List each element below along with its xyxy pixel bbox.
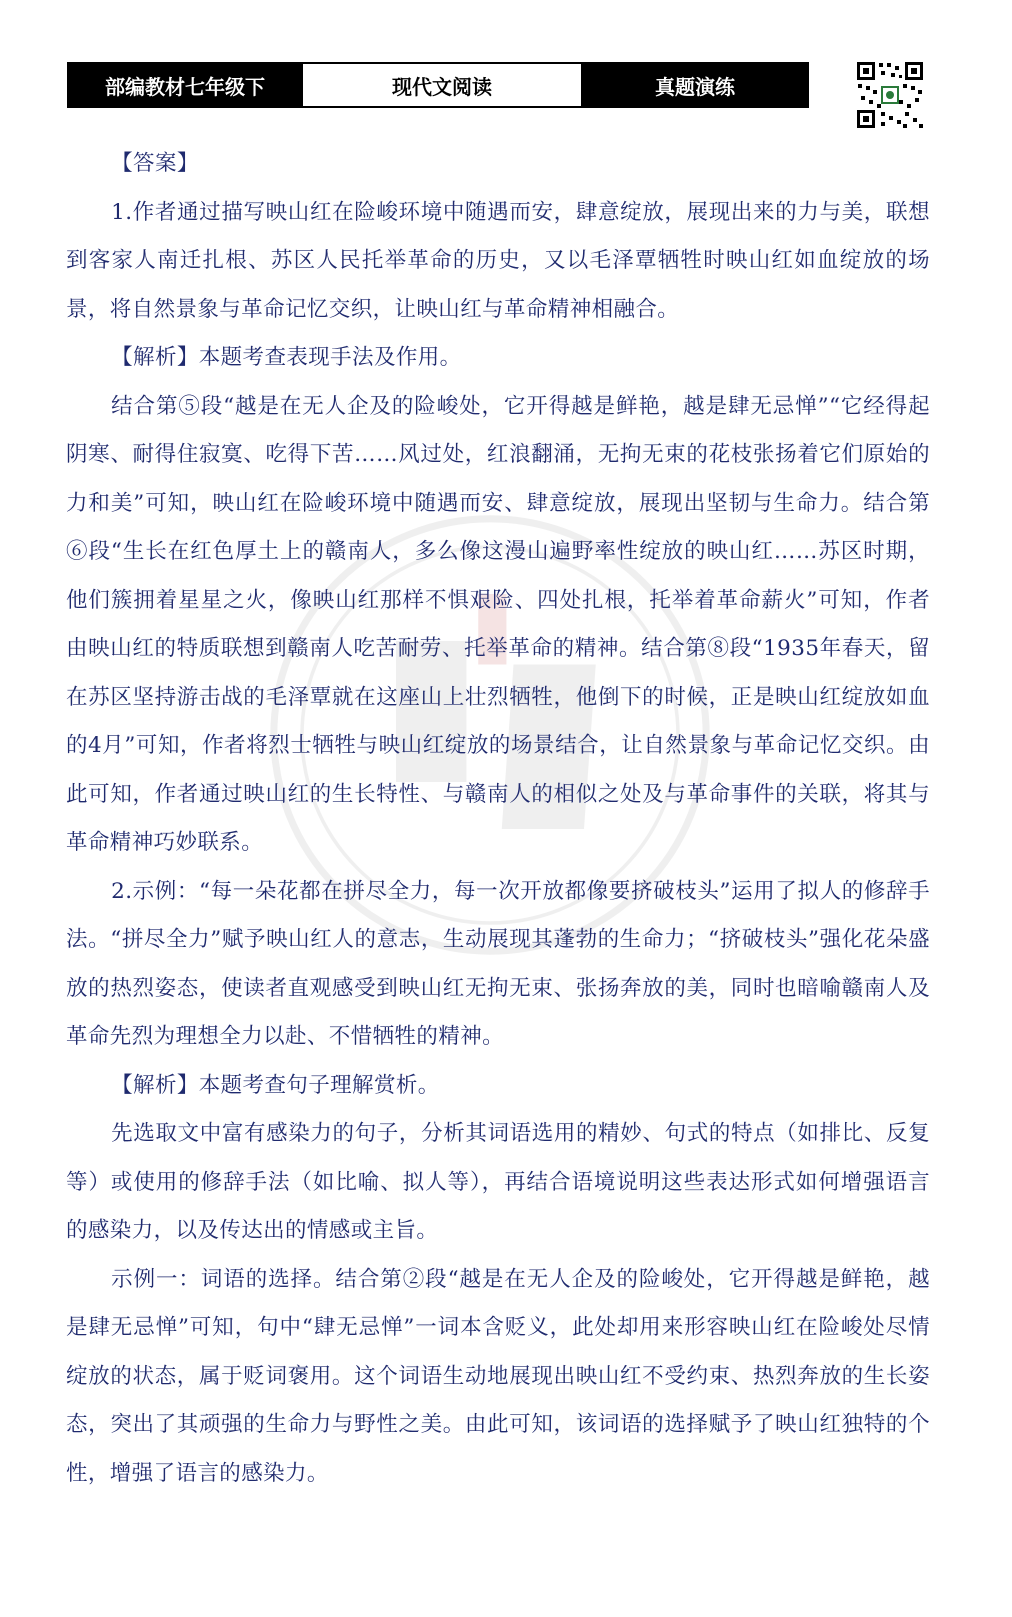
answer-2-paragraph: 2.示例：“每一朵花都在拼尽全力，每一次开放都像要挤破枝头”运用了拟人的修辞手法。“拼尽全力”赋予映山红人的意志，生动展现其蓬勃的生命力；“挤破枝头”强化花朵盛放的热烈姿态，使读者直观感受到映山红无拘无束、张扬奔放的美，同时也暗喻赣南人及革命先烈为理想全力以赴、不惜牺牲的精神。 (66, 878, 930, 1049)
analysis-2-heading: 【解析】本题考查句子理解赏析。 (111, 1072, 440, 1098)
analysis-2-paragraph: 先选取文中富有感染力的句子，分析其词语选用的精妙、句式的特点（如排比、反复等）或使用的修辞手法（如比喻、拟人等），再结合语境说明这些表达形式如何增强语言的感染力，以及传达出的情感或主旨。 (66, 1121, 930, 1243)
answer-content (66, 140, 930, 1498)
answer-1-paragraph: 1.作者通过描写映山红在险峻环境中随遇而安，肆意绽放，展现出来的力与美，联想到客家人南迁扎根、苏区人民托举革命的历史，又以毛泽覃牺牲时映山红如血绽放的场景，将自然景象与革命记忆交织，让映山红与革命精神相融合。 (66, 199, 930, 322)
answer-heading: 【答案】 (111, 151, 199, 176)
header-textbook-label: 部编教材七年级下 (69, 64, 301, 106)
page-header (67, 62, 809, 108)
header-practice-label: 真题演练 (583, 64, 807, 106)
analysis-1-heading: 【解析】本题考查表现手法及作用。 (111, 345, 462, 370)
qr-code-icon (855, 60, 925, 130)
analysis-1-paragraph: 结合第⑤段“越是在无人企及的险峻处，它开得越是鲜艳，越是肆无忌惮”“它经得起阴寒、耐得住寂寞、吃得下苦……风过处，红浪翻涌，无拘无束的花枝张扬着它们原始的力和美”可知，映山红在险峻环境中随遇而安、肆意绽放，展现出坚韧与生命力。结合第⑥段“生长在红色厚土上的赣南人，多么像这漫山遍野率性绽放的映山红……苏区时期，他们簇拥着星星之火，像映山红那样不惧艰险、四处扎根，托举着革命薪火”可知，作者由映山红的特质联想到赣南人吃苦耐劳、托举革命的精神。结合第⑧段“1935年春天，留在苏区坚持游击战的毛泽覃就在这座山上壮烈牺牲，他倒下的时候，正是映山红绽放如血的4月”可知，作者将烈士牺牲与映山红绽放的场景结合，让自然景象与革命记忆交织。由此可知，作者通过映山红的生长特性、与赣南人的相似之处及与革命事件的关联，将其与革命精神巧妙联系。 (66, 393, 930, 855)
example-1-paragraph: 示例一：词语的选择。结合第②段“越是在无人企及的险峻处，它开得越是鲜艳，越是肆无忌惮”可知，句中“肆无忌惮”一词本含贬义，此处却用来形容映山红在险峻处尽情绽放的状态，属于贬词褒用。这个词语生动地展现出映山红不受约束、热烈奔放的生长姿态，突出了其顽强的生命力与野性之美。由此可知，该词语的选择赋予了映山红独特的个性，增强了语言的感染力。 (66, 1266, 930, 1486)
header-section-label: 现代文阅读 (301, 64, 583, 106)
